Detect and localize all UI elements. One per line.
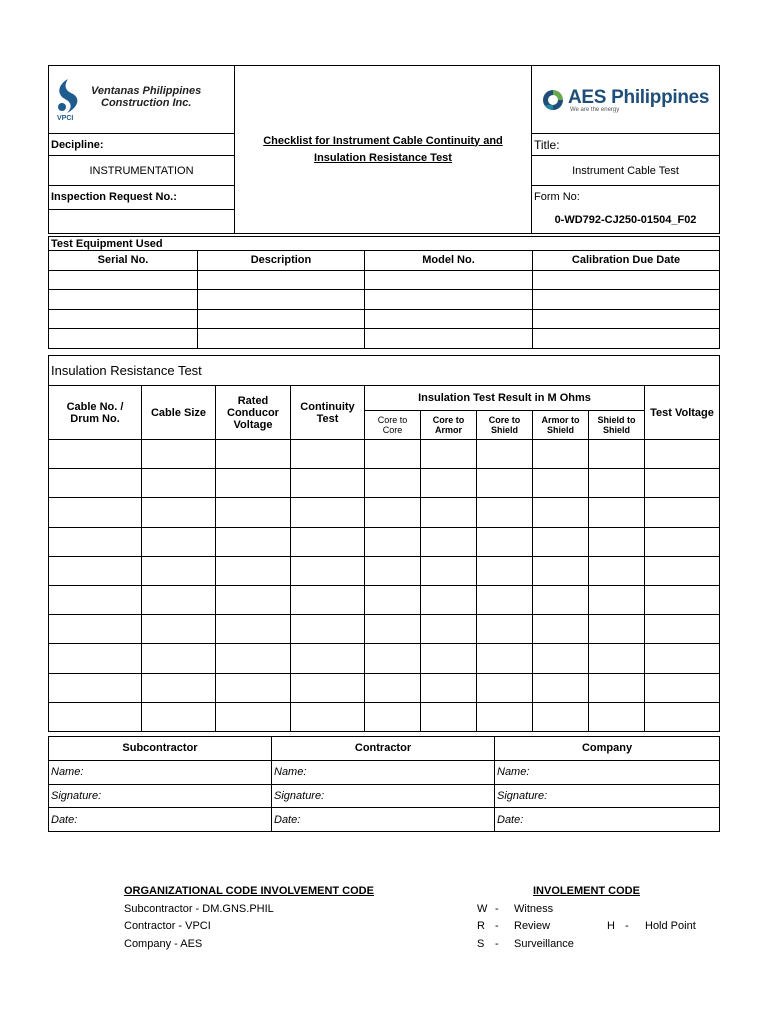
aes-logo-cell <box>532 66 720 134</box>
insulation-cell[interactable] <box>477 702 533 731</box>
contractor-name-field[interactable]: Name: <box>272 760 495 784</box>
equipment-row <box>49 329 720 349</box>
code-s: S <box>477 938 485 950</box>
code-h-label: Hold Point <box>645 920 696 932</box>
equipment-cell[interactable] <box>198 309 365 329</box>
insulation-cell[interactable] <box>421 585 477 614</box>
insulation-cell[interactable] <box>291 440 365 469</box>
code-s-dash: - <box>495 938 499 950</box>
insulation-cell[interactable] <box>49 644 142 673</box>
insulation-row <box>49 469 720 498</box>
insulation-cell[interactable] <box>589 440 645 469</box>
col-shield-to-shield: Shield to Shield <box>589 411 645 440</box>
insulation-cell[interactable] <box>216 498 291 527</box>
discipline-label: Decipline: <box>49 134 235 156</box>
insulation-cell[interactable] <box>645 498 720 527</box>
equipment-cell[interactable] <box>198 270 365 290</box>
insulation-cell[interactable] <box>216 673 291 702</box>
insulation-cell[interactable] <box>142 644 216 673</box>
insulation-cell[interactable] <box>291 702 365 731</box>
insulation-cell[interactable] <box>477 556 533 585</box>
insulation-cell[interactable] <box>645 556 720 585</box>
equipment-row <box>49 290 720 310</box>
insulation-cell[interactable] <box>533 469 589 498</box>
title-value[interactable]: Instrument Cable Test <box>532 156 720 186</box>
insulation-cell[interactable] <box>645 673 720 702</box>
insulation-cell[interactable] <box>533 702 589 731</box>
code-r-dash: - <box>495 920 499 932</box>
insulation-cell[interactable] <box>291 556 365 585</box>
insulation-row <box>49 585 720 614</box>
insulation-cell[interactable] <box>291 615 365 644</box>
vpci-name-line2: Construction Inc. <box>101 97 192 109</box>
equipment-cell[interactable] <box>533 290 720 310</box>
insulation-cell[interactable] <box>49 498 142 527</box>
insulation-cell[interactable] <box>365 673 421 702</box>
aes-logo-text: AES Philippines <box>568 86 710 108</box>
equipment-cell[interactable] <box>49 290 198 310</box>
form-value[interactable]: 0-WD792-CJ250-01504_F02 <box>554 214 697 226</box>
sig-col-company: Company <box>495 737 720 761</box>
insulation-cell[interactable] <box>645 527 720 556</box>
col-description: Description <box>198 251 365 271</box>
signature-table <box>48 736 720 832</box>
col-continuity-test: Continuity Test <box>291 386 365 440</box>
insulation-row <box>49 615 720 644</box>
insulation-cell[interactable] <box>365 702 421 731</box>
company-name-field[interactable]: Name: <box>495 760 720 784</box>
equipment-cell[interactable] <box>49 329 198 349</box>
insulation-row <box>49 527 720 556</box>
col-insulation-group: Insulation Test Result in M Ohms <box>365 386 645 411</box>
subcontractor-signature-field[interactable]: Signature: <box>49 784 272 808</box>
insulation-cell[interactable] <box>49 673 142 702</box>
insulation-cell[interactable] <box>142 585 216 614</box>
equipment-table <box>48 236 720 349</box>
equipment-cell[interactable] <box>365 290 533 310</box>
code-w: W <box>477 903 488 915</box>
equipment-section-label: Test Equipment Used <box>49 237 720 251</box>
insulation-cell[interactable] <box>49 440 142 469</box>
insulation-cell[interactable] <box>365 498 421 527</box>
involvement-code-title: INVOLEMENT CODE <box>533 885 640 897</box>
org-item-contractor: Contractor - VPCI <box>124 920 211 932</box>
insulation-row <box>49 440 720 469</box>
insulation-cell[interactable] <box>421 702 477 731</box>
insulation-cell[interactable] <box>533 527 589 556</box>
equipment-cell[interactable] <box>533 270 720 290</box>
insulation-row <box>49 673 720 702</box>
equipment-cell[interactable] <box>49 270 198 290</box>
insulation-cell[interactable] <box>477 440 533 469</box>
sig-col-subcontractor: Subcontractor <box>49 737 272 761</box>
insulation-row <box>49 702 720 731</box>
equipment-cell[interactable] <box>198 290 365 310</box>
insulation-cell[interactable] <box>216 469 291 498</box>
insulation-cell[interactable] <box>477 673 533 702</box>
insulation-cell[interactable] <box>589 469 645 498</box>
insulation-cell[interactable] <box>291 498 365 527</box>
inspection-cell <box>49 186 235 234</box>
insulation-cell[interactable] <box>142 527 216 556</box>
inspection-value[interactable] <box>49 210 234 233</box>
insulation-cell[interactable] <box>216 702 291 731</box>
insulation-cell[interactable] <box>645 440 720 469</box>
insulation-cell[interactable] <box>421 615 477 644</box>
insulation-cell[interactable] <box>365 469 421 498</box>
code-h-dash: - <box>625 920 629 932</box>
insulation-cell[interactable] <box>142 702 216 731</box>
insulation-cell[interactable] <box>645 644 720 673</box>
insulation-cell[interactable] <box>533 585 589 614</box>
company-date-field[interactable]: Date: <box>495 808 720 832</box>
insulation-cell[interactable] <box>533 644 589 673</box>
insulation-cell[interactable] <box>533 556 589 585</box>
equipment-cell[interactable] <box>365 309 533 329</box>
insulation-cell[interactable] <box>477 615 533 644</box>
insulation-cell[interactable] <box>589 702 645 731</box>
insulation-cell[interactable] <box>49 702 142 731</box>
insulation-cell[interactable] <box>589 498 645 527</box>
insulation-cell[interactable] <box>477 498 533 527</box>
header-block <box>48 65 720 234</box>
insulation-cell[interactable] <box>49 556 142 585</box>
vpci-name-line1: Ventanas Philippines <box>91 85 202 97</box>
col-core-to-shield: Core to Shield <box>477 411 533 440</box>
code-h: H <box>607 920 615 932</box>
col-cable-no: Cable No. / Drum No. <box>49 386 142 440</box>
insulation-cell[interactable] <box>589 673 645 702</box>
discipline-value[interactable]: INSTRUMENTATION <box>49 156 235 186</box>
equipment-cell[interactable] <box>49 309 198 329</box>
col-core-to-armor: Core to Armor <box>421 411 477 440</box>
aes-tagline: We are the energy <box>570 106 620 113</box>
org-item-company: Company - AES <box>124 938 203 950</box>
vpci-abbr: VPCI <box>57 115 74 122</box>
aes-logo-icon <box>540 87 566 113</box>
insulation-cell[interactable] <box>216 556 291 585</box>
form-title: Checklist for Instrument Cable Continuity and Insulation Resistance Test <box>235 66 532 234</box>
insulation-row <box>49 498 720 527</box>
inspection-label: Inspection Request No.: <box>49 186 234 210</box>
subcontractor-date-field[interactable]: Date: <box>49 808 272 832</box>
org-item-subcontractor: Subcontractor - DM.GNS.PHIL <box>124 903 274 915</box>
insulation-cell[interactable] <box>421 498 477 527</box>
equipment-cell[interactable] <box>533 309 720 329</box>
insulation-row <box>49 644 720 673</box>
insulation-cell[interactable] <box>421 673 477 702</box>
insulation-cell[interactable] <box>49 615 142 644</box>
insulation-cell[interactable] <box>421 556 477 585</box>
insulation-cell[interactable] <box>589 556 645 585</box>
equipment-row <box>49 270 720 290</box>
col-armor-to-shield: Armor to Shield <box>533 411 589 440</box>
form-cell <box>532 186 720 234</box>
insulation-cell[interactable] <box>421 469 477 498</box>
insulation-cell[interactable] <box>216 527 291 556</box>
code-w-dash: - <box>495 903 499 915</box>
col-cable-size: Cable Size <box>142 386 216 440</box>
insulation-cell[interactable] <box>533 615 589 644</box>
insulation-cell[interactable] <box>477 527 533 556</box>
code-s-label: Surveillance <box>514 938 574 950</box>
insulation-cell[interactable] <box>645 585 720 614</box>
insulation-cell[interactable] <box>291 469 365 498</box>
insulation-cell[interactable] <box>365 615 421 644</box>
insulation-cell[interactable] <box>589 585 645 614</box>
col-calibration-due: Calibration Due Date <box>533 251 720 271</box>
equipment-cell[interactable] <box>533 329 720 349</box>
insulation-cell[interactable] <box>477 469 533 498</box>
insulation-cell[interactable] <box>365 644 421 673</box>
insulation-cell[interactable] <box>291 644 365 673</box>
col-model-no: Model No. <box>365 251 533 271</box>
insulation-cell[interactable] <box>645 469 720 498</box>
insulation-cell[interactable] <box>533 498 589 527</box>
insulation-cell[interactable] <box>216 644 291 673</box>
col-rated-voltage: Rated Conducor Voltage <box>216 386 291 440</box>
insulation-cell[interactable] <box>365 527 421 556</box>
insulation-cell[interactable] <box>533 673 589 702</box>
equipment-cell[interactable] <box>198 329 365 349</box>
insulation-cell[interactable] <box>421 527 477 556</box>
insulation-row <box>49 556 720 585</box>
insulation-cell[interactable] <box>142 440 216 469</box>
insulation-cell[interactable] <box>142 673 216 702</box>
insulation-cell[interactable] <box>142 556 216 585</box>
org-code-title: ORGANIZATIONAL CODE INVOLVEMENT CODE <box>124 885 374 897</box>
col-serial-no: Serial No. <box>49 251 198 271</box>
title-label: Title: <box>532 134 720 156</box>
insulation-cell[interactable] <box>49 469 142 498</box>
contractor-signature-field[interactable]: Signature: <box>272 784 495 808</box>
equipment-row <box>49 309 720 329</box>
vpci-logo-icon <box>51 77 85 117</box>
insulation-cell[interactable] <box>142 498 216 527</box>
insulation-cell[interactable] <box>421 644 477 673</box>
insulation-cell[interactable] <box>365 556 421 585</box>
insulation-cell[interactable] <box>589 527 645 556</box>
insulation-table <box>48 355 720 732</box>
insulation-cell[interactable] <box>589 615 645 644</box>
form-label: Form No: <box>534 191 580 203</box>
insulation-cell[interactable] <box>291 585 365 614</box>
contractor-date-field[interactable]: Date: <box>272 808 495 832</box>
insulation-cell[interactable] <box>477 585 533 614</box>
insulation-cell[interactable] <box>216 615 291 644</box>
col-test-voltage: Test Voltage <box>645 386 720 440</box>
code-r: R <box>477 920 485 932</box>
insulation-cell[interactable] <box>365 440 421 469</box>
insulation-cell[interactable] <box>291 527 365 556</box>
insulation-cell[interactable] <box>216 585 291 614</box>
vpci-logo-cell <box>49 66 235 134</box>
insulation-cell[interactable] <box>589 644 645 673</box>
insulation-cell[interactable] <box>142 615 216 644</box>
company-signature-field[interactable]: Signature: <box>495 784 720 808</box>
subcontractor-name-field[interactable]: Name: <box>49 760 272 784</box>
insulation-cell[interactable] <box>291 673 365 702</box>
insulation-cell[interactable] <box>142 469 216 498</box>
insulation-cell[interactable] <box>533 440 589 469</box>
insulation-cell[interactable] <box>645 702 720 731</box>
equipment-cell[interactable] <box>365 329 533 349</box>
insulation-cell[interactable] <box>421 440 477 469</box>
code-w-label: Witness <box>514 903 554 915</box>
insulation-cell[interactable] <box>216 440 291 469</box>
equipment-cell[interactable] <box>365 270 533 290</box>
insulation-cell[interactable] <box>477 644 533 673</box>
insulation-cell[interactable] <box>49 527 142 556</box>
insulation-section-label: Insulation Resistance Test <box>49 356 720 386</box>
insulation-cell[interactable] <box>49 585 142 614</box>
insulation-cell[interactable] <box>645 615 720 644</box>
insulation-cell[interactable] <box>365 585 421 614</box>
col-core-to-core: Core to Core <box>365 411 421 440</box>
sig-col-contractor: Contractor <box>272 737 495 761</box>
code-r-label: Review <box>514 920 551 932</box>
